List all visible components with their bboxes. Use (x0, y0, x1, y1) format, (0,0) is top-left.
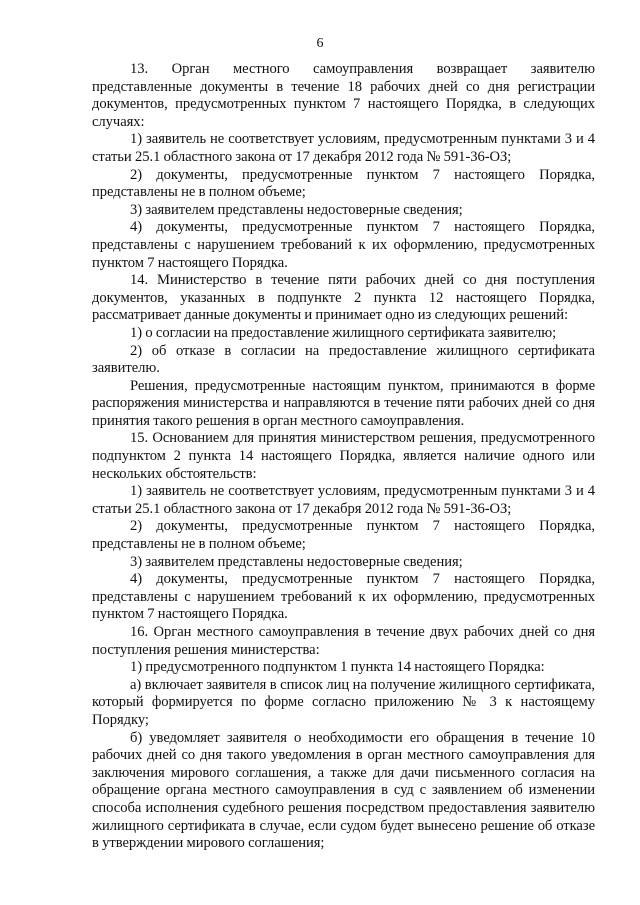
document-body (92, 61, 595, 853)
paragraph: 3) заявителем представлены недостоверные сведения; (130, 201, 463, 218)
paragraph: 14. Министерство в течение пяти рабочих дней со дня поступления документов, указанных в подпункте 2 пункта 12 настоящего Порядка, рассматривает данные документы и принимает одно из следующих решений: (92, 272, 595, 324)
paragraph: 15. Основанием для принятия министерством решения, предусмотренного подпунктом 2 пункта 14 настоящего Порядка, является наличие одного или нескольких обстоятельств: (92, 430, 595, 482)
paragraph: а) включает заявителя в список лиц на получение жилищного сертификата, который формируется по форме согласно приложению № 3 к настоящему Порядку; (92, 676, 595, 728)
paragraph: 2) документы, предусмотренные пунктом 7 настоящего Порядка, представлены не в полном объеме; (92, 166, 595, 201)
paragraph: 1) о согласии на предоставление жилищного сертификата заявителю; (130, 324, 557, 341)
paragraph: 2) документы, предусмотренные пунктом 7 настоящего Порядка, представлены не в полном объеме; (92, 518, 595, 553)
page-number: 6 (316, 36, 324, 51)
paragraph: 3) заявителем представлены недостоверные сведения; (130, 553, 463, 570)
paragraph: б) уведомляет заявителя о необходимости его обращения в течение 10 рабочих дней со дня такого уведомления в орган местного самоуправления для заключения мирового соглашения, а также для дачи письменного согласия на обращение органа местного самоуправления в суд с заявлением об изменении способа исполнения судебного решения посредством предоставления заявителю жилищного сертификата в случае, если судом будет вынесено решение об отказе в утверждении мирового соглашения; (92, 729, 595, 852)
paragraph: 16. Орган местного самоуправления в течение двух рабочих дней со дня поступления решения министерства: (92, 624, 595, 658)
paragraph: 4) документы, предусмотренные пунктом 7 настоящего Порядка, представлены с нарушением требований к их оформлению, предусмотренных пунктом 7 настоящего Порядка. (92, 571, 595, 623)
paragraph: Решения, предусмотренные настоящим пунктом, принимаются в форме распоряжения министерства и направляются в течение пяти рабочих дней со дня принятия такого решения в орган местного самоуправления. (92, 377, 595, 429)
paragraph: 1) заявитель не соответствует условиям, предусмотренным пунктами 3 и 4 статьи 25.1 областного закона от 17 декабря 2012 года № 591-36-ОЗ; (92, 483, 595, 517)
paragraph: 2) об отказе в согласии на предоставление жилищного сертификата заявителю. (92, 342, 595, 377)
paragraph: 4) документы, предусмотренные пунктом 7 настоящего Порядка, представлены с нарушением требований к их оформлению, предусмотренных пунктом 7 настоящего Порядка. (92, 219, 595, 271)
paragraph: 1) предусмотренного подпунктом 1 пункта 14 настоящего Порядка: (130, 659, 545, 676)
paragraph: 13. Орган местного самоуправления возвращает заявителю представленные документы в течение 18 рабочих дней со дня регистрации документов, предусмотренных пунктом 7 настоящего Порядка, в следующих случаях: (92, 61, 595, 130)
paragraph: 1) заявитель не соответствует условиям, предусмотренным пунктами 3 и 4 статьи 25.1 областного закона от 17 декабря 2012 года № 591-36-ОЗ; (92, 131, 595, 165)
